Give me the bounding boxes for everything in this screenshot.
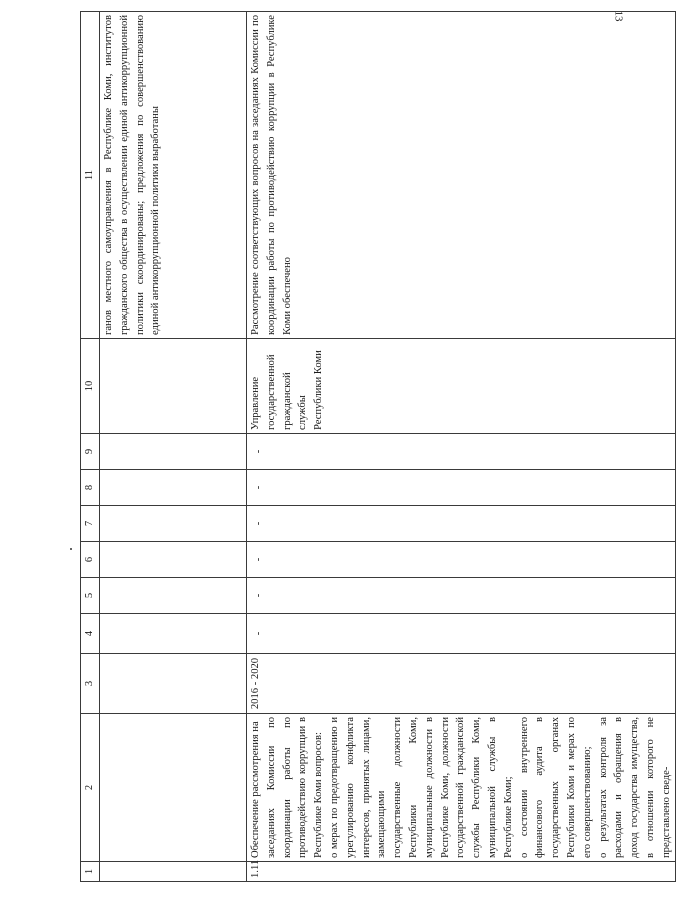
- dash-cell: -: [247, 506, 676, 542]
- header-cell: 11: [81, 12, 100, 339]
- description-line: заседаниях Комиссии по координации работы по противодействию коррупции в Республике Коми вопросов:: [265, 717, 325, 858]
- header-cell: 7: [81, 506, 100, 542]
- dash-cell: -: [247, 578, 676, 614]
- header-cell: 4: [81, 614, 100, 654]
- empty-cell: [100, 434, 247, 470]
- result-cell: Рассмотрение соответствующих вопросов на заседаниях Комиссии по координации работы по противодействию коррупции в Республике Коми обеспечено: [247, 12, 676, 339]
- dash-cell: -: [247, 614, 676, 654]
- empty-cell: [100, 714, 247, 862]
- continuation-row: [100, 12, 247, 882]
- empty-cell: [100, 470, 247, 506]
- header-cell: 1: [81, 862, 100, 882]
- description-line: о результатах контроля за расходами и обращения в доход государства имущества, в отношении которого не представлено сведе-: [597, 717, 672, 858]
- dash-cell: -: [247, 470, 676, 506]
- header-cell: 8: [81, 470, 100, 506]
- empty-cell: [100, 862, 247, 882]
- plan-table: [80, 11, 676, 882]
- header-cell: 3: [81, 654, 100, 714]
- description-line: Обеспечение рассмотрения на: [250, 721, 261, 858]
- continuation-result-text: ганов местного самоуправления в Республике Коми, институтов гражданского общества в осуществлении единой антикоррупционной политики скоординированы; предложения по совершенствованию единой антикоррупционной политики выработаны: [100, 12, 247, 339]
- empty-cell: [100, 339, 247, 434]
- empty-cell: [100, 654, 247, 714]
- executor-cell: Управление государственной гражданской службы Республики Коми: [247, 339, 676, 434]
- empty-cell: [100, 614, 247, 654]
- row-number: 1.11: [247, 862, 676, 882]
- empty-cell: [100, 542, 247, 578]
- header-row: [81, 12, 100, 882]
- empty-cell: [100, 506, 247, 542]
- description-line: о мерах по предотвращению и урегулированию конфликта интересов, принятых лицами, замещающими государственные должности Республики Коми, муниципальные должности в Республике Коми, должности государственной гражданской службы Республики Коми, муниципальной службы в Республике Коми;: [328, 717, 514, 858]
- table-row-1-11: [247, 12, 676, 882]
- dash-cell: -: [247, 434, 676, 470]
- header-cell: 6: [81, 542, 100, 578]
- page-number: 13: [612, 10, 625, 22]
- period-cell: 2016 - 2020: [247, 654, 676, 714]
- dash-cell: -: [247, 542, 676, 578]
- header-cell: 10: [81, 339, 100, 434]
- description-line: о состоянии внутреннего финансового аудита в государственных органах Республики Коми и мерах по его совершенствованию;: [518, 717, 593, 858]
- header-cell: 2: [81, 714, 100, 862]
- header-cell: 5: [81, 578, 100, 614]
- scan-speck: [70, 548, 72, 550]
- empty-cell: [100, 578, 247, 614]
- activity-description: [247, 714, 676, 862]
- header-cell: 9: [81, 434, 100, 470]
